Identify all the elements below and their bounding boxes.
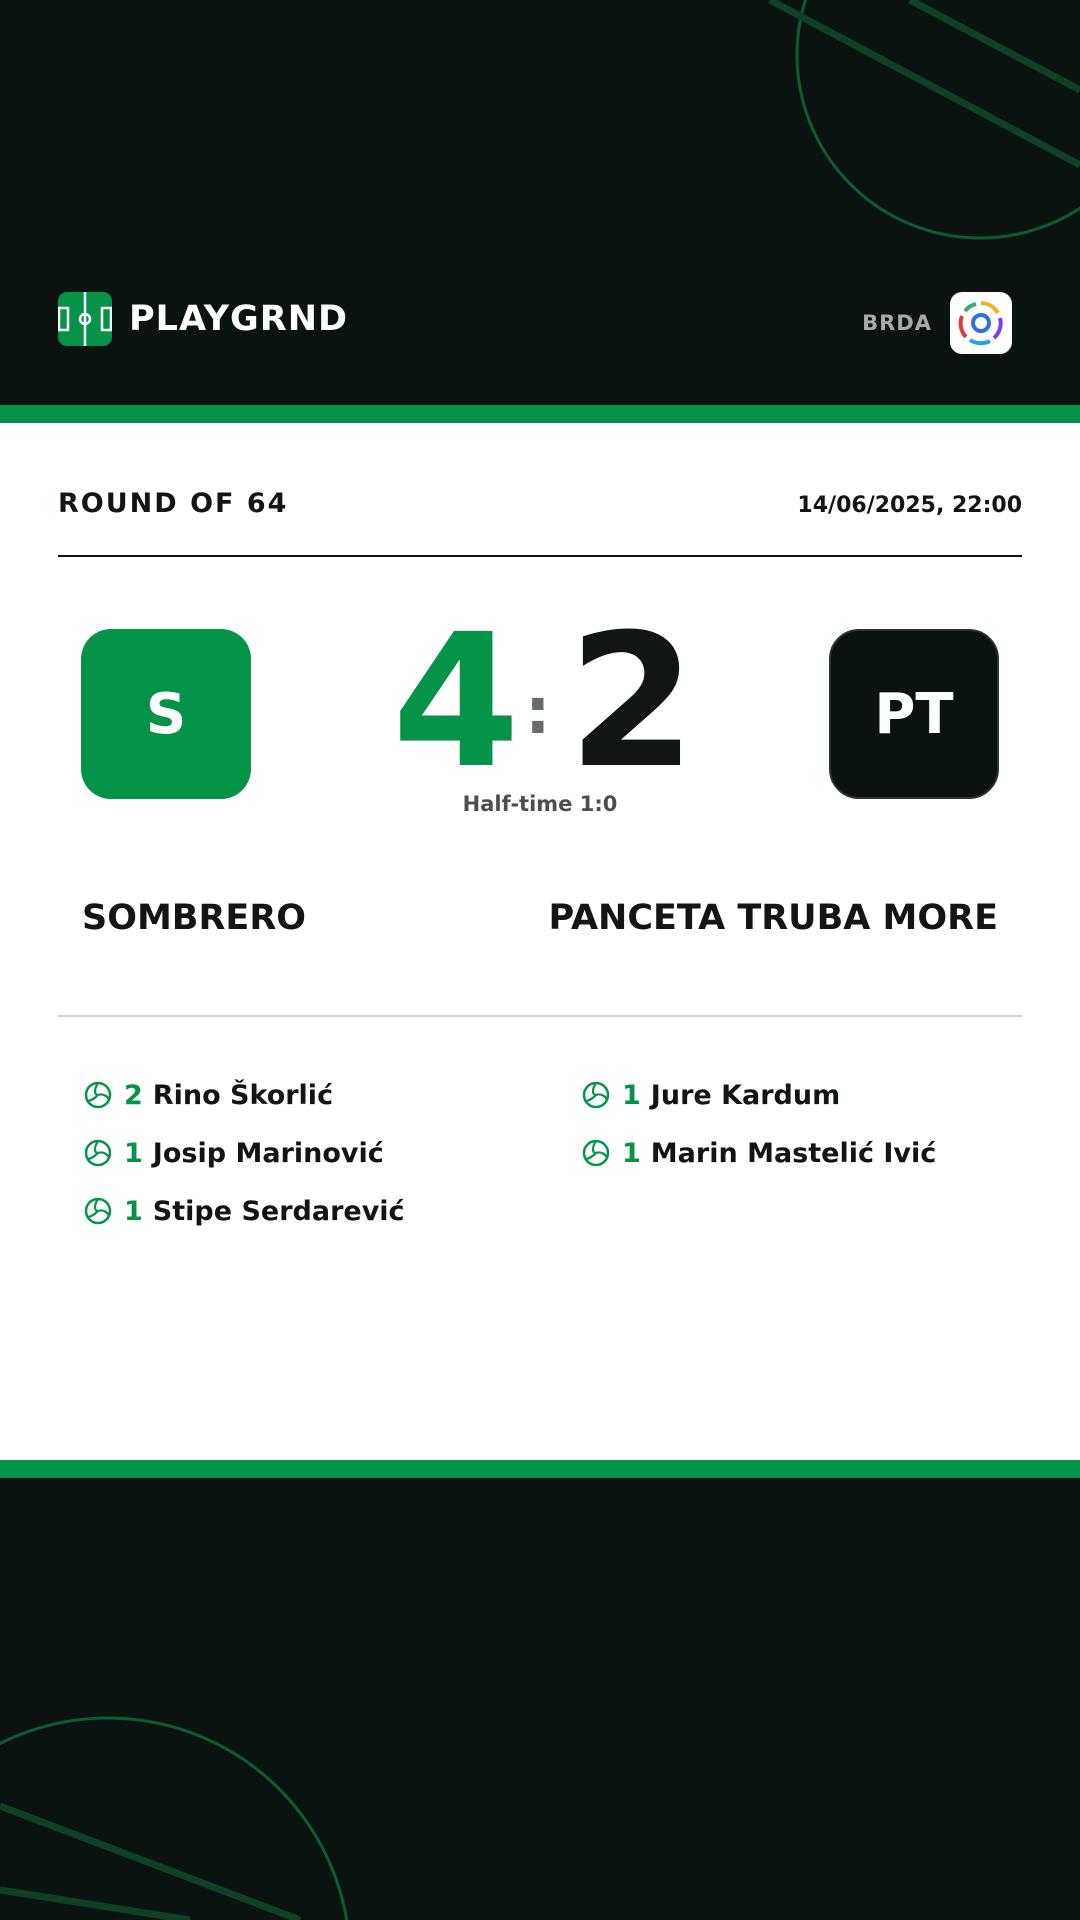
volleyball-icon bbox=[582, 1139, 610, 1167]
list-item bbox=[84, 1124, 405, 1182]
home-scorers-list bbox=[84, 1066, 405, 1240]
halftime-score: Half-time 1:0 bbox=[462, 792, 618, 816]
round-label: ROUND OF 64 bbox=[58, 488, 289, 519]
brand-name: PLAYGRND bbox=[129, 299, 349, 339]
list-item bbox=[582, 1124, 936, 1182]
away-score: 2 bbox=[568, 595, 697, 809]
player-name: Stipe Serdarević bbox=[152, 1195, 405, 1227]
goal-count: 1 bbox=[622, 1137, 641, 1169]
goal-count: 1 bbox=[622, 1079, 641, 1111]
colorful-ring-icon bbox=[950, 292, 1012, 354]
accent-stripe-bottom bbox=[0, 1460, 1080, 1478]
match-datetime: 14/06/2025, 22:00 bbox=[797, 493, 1022, 518]
home-score: 4 bbox=[392, 595, 521, 809]
organizer bbox=[862, 292, 1012, 354]
football-pitch-icon bbox=[58, 292, 112, 346]
footer-band bbox=[0, 1478, 1080, 1920]
goal-count: 2 bbox=[124, 1079, 143, 1111]
home-team-name: SOMBRERO bbox=[82, 898, 307, 938]
list-item bbox=[84, 1066, 405, 1124]
score-separator: : bbox=[525, 675, 551, 749]
volleyball-icon bbox=[582, 1081, 610, 1109]
divider bbox=[58, 555, 1022, 557]
home-team-badge: S bbox=[81, 629, 251, 799]
match-card bbox=[0, 423, 1080, 1460]
divider bbox=[58, 1015, 1022, 1017]
goal-count: 1 bbox=[124, 1137, 143, 1169]
player-name: Josip Marinović bbox=[152, 1137, 384, 1169]
accent-stripe-top bbox=[0, 405, 1080, 423]
away-team-badge: PT bbox=[829, 629, 999, 799]
list-item bbox=[582, 1066, 936, 1124]
organizer-name: BRDA bbox=[862, 311, 932, 335]
player-name: Jure Kardum bbox=[650, 1079, 841, 1111]
pitch-lines-decoration bbox=[0, 1478, 1080, 1920]
player-name: Rino Škorlić bbox=[152, 1079, 334, 1111]
volleyball-icon bbox=[84, 1139, 112, 1167]
volleyball-icon bbox=[84, 1081, 112, 1109]
brand bbox=[58, 292, 348, 346]
player-name: Marin Mastelić Ivić bbox=[650, 1137, 937, 1169]
goal-count: 1 bbox=[124, 1195, 143, 1227]
list-item bbox=[84, 1182, 405, 1240]
away-scorers-list bbox=[582, 1066, 936, 1182]
volleyball-icon bbox=[84, 1197, 112, 1225]
away-team-name: PANCETA TRUBA MORE bbox=[548, 898, 998, 938]
